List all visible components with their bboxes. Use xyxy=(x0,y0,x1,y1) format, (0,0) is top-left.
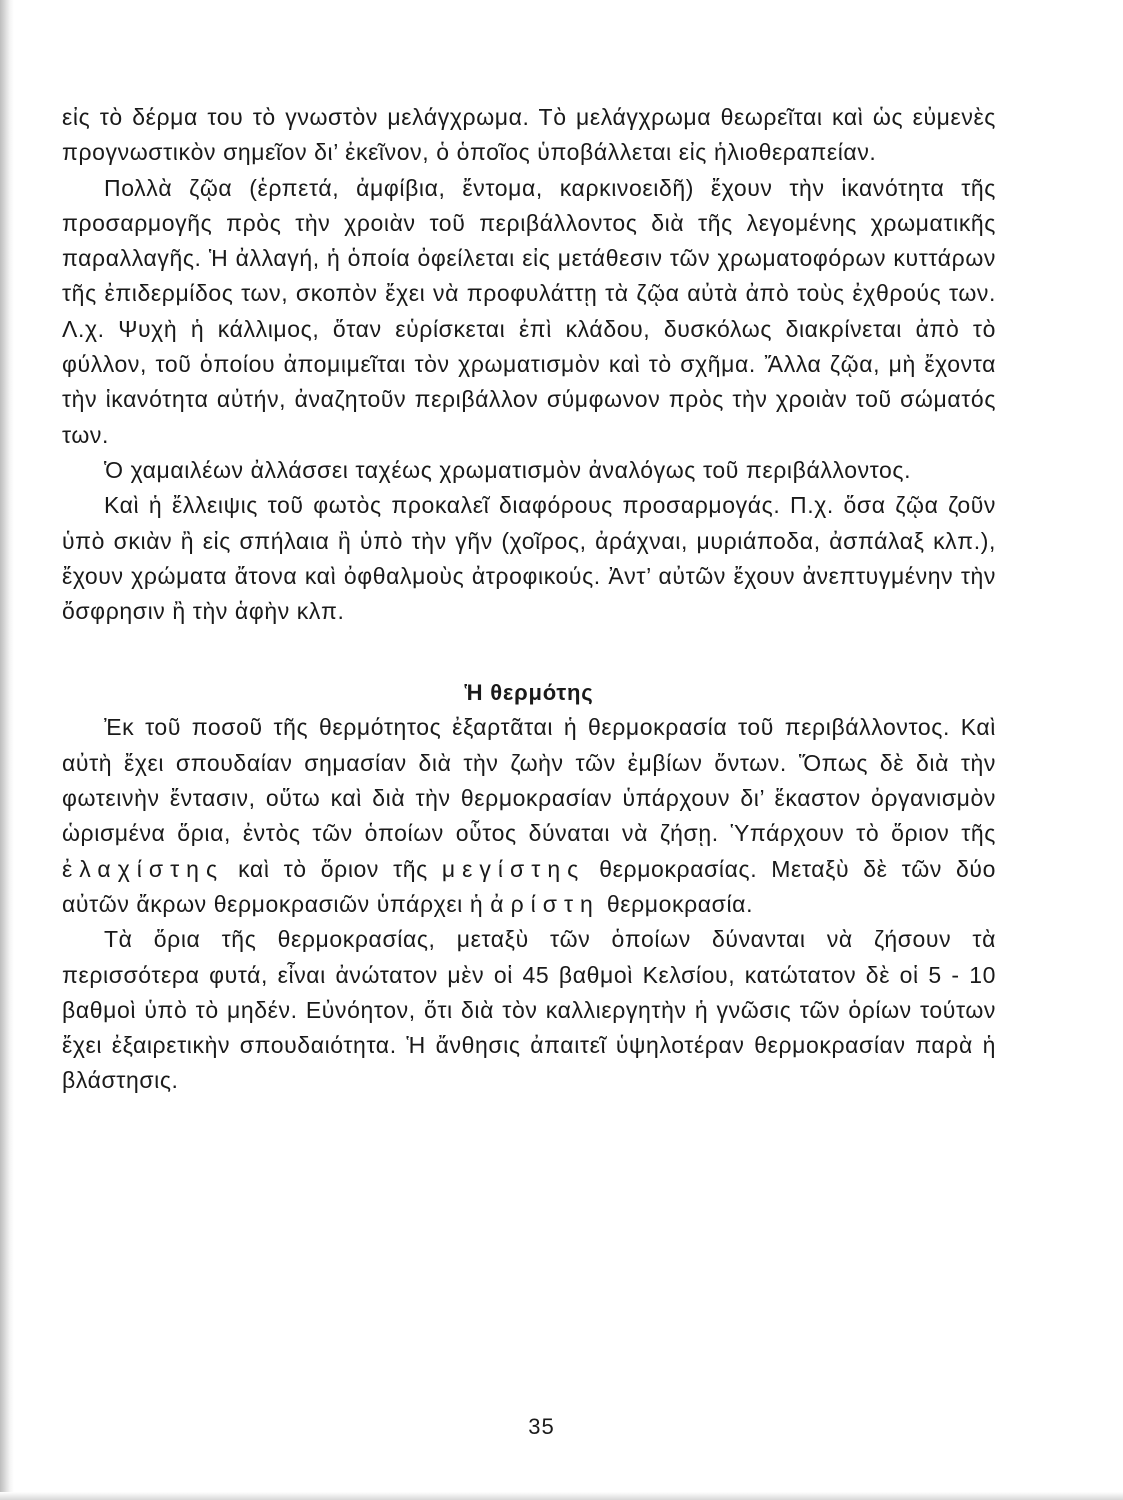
paragraph-temperature-limits: Τὰ ὅρια τῆς θερμοκρασίας, μεταξὺ τῶν ὁποίων δύνανται νὰ ζήσουν τὰ περισσότερα φυτά, εἶναι ἀνώτατον μὲν οἱ 45 βαθμοὶ Κελσίου, κατώτατον δὲ οἱ 5 - 10 βαθμοὶ ὑπὸ τὸ μηδέν. Εὐνόητον, ὅτι διὰ τὸν καλλιεργητὴν ἡ γνῶσις τῶν ὁρίων τούτων ἔχει ἐξαιρετικὴν σπουδαιότητα. Ἡ ἄνθησις ἀπαιτεῖ ὑψηλοτέραν θερμοκρασίαν παρὰ ἡ βλάστησις. xyxy=(62,926,996,1094)
section-heading-heat: Ἡ θερμότης xyxy=(464,680,594,706)
text-run: θερμοκρασίας. Μεταξὺ δὲ τῶν δύο αὐτῶν ἄκρων θερμοκρασιῶν ὑπάρχει ἡ xyxy=(62,855,996,917)
text-run: θερμοκρασία. xyxy=(599,890,754,917)
page-body xyxy=(62,100,996,1099)
page-bottom-shadow xyxy=(0,1492,1123,1500)
paragraph-temperature xyxy=(62,710,996,922)
paragraph-darkness: Καὶ ἡ ἔλλειψις τοῦ φωτὸς προκαλεῖ διαφόρους προσαρμογάς. Π.χ. ὅσα ζῷα ζοῦν ὑπὸ σκιὰν ἢ εἰς σπήλαια ἢ ὑπὸ τὴν γῆν (χοῖρος, ἀράχναι, μυριάποδα, ἀσπάλαξ κλπ.), ἔχουν χρώματα ἄτονα καὶ ὀφθαλμοὺς ἀτροφικούς. Ἀντ’ αὐτῶν ἔχουν ἀνεπτυγμένην τὴν ὄσφρησιν ἢ τὴν ἁφὴν κλπ. xyxy=(62,492,996,625)
spaced-word-optimum: ἀρίστη xyxy=(490,890,600,917)
paragraph-chameleon: Ὁ χαμαιλέων ἀλλάσσει ταχέως χρωματισμὸν ἀναλόγως τοῦ περιβάλλοντος. xyxy=(104,456,912,483)
text-run: Ἐκ τοῦ ποσοῦ τῆς θερμότητος ἐξαρτᾶται ἡ θερμοκρασία τοῦ περιβάλλοντος. Καὶ αὐτὴ ἔχει σπουδαίαν σημασίαν διὰ τὴν ζωὴν τῶν ἐμβίων ὄντων. Ὅπως δὲ διὰ τὴν φωτεινὴν ἔντασιν, οὕτω καὶ διὰ τὴν θερμοκρασίαν ὑπάρχουν δι’ ἕκαστον ὀργανισμὸν ὡρισμένα ὅρια, ἐντὸς τῶν ὁποίων οὗτος δύναται νὰ ζήσῃ. Ὑπάρχουν τὸ ὅριον τῆς xyxy=(62,714,996,847)
spaced-word-maximum: μεγίστης xyxy=(441,855,586,882)
paragraph-melanin: εἰς τὸ δέρμα του τὸ γνωστὸν μελάγχρωμα. Τὸ μελάγχρωμα θεωρεῖται καὶ ὡς εὐμενὲς προγνωστικὸν σημεῖον δι’ ἐκεῖνον, ὁ ὁποῖος ὑποβάλλεται εἰς ἡλιοθεραπείαν. xyxy=(62,104,996,166)
text-run: καὶ τὸ ὅριον τῆς xyxy=(224,855,442,882)
paragraph-camouflage: Πολλὰ ζῷα (ἑρπετά, ἀμφίβια, ἔντομα, καρκινοειδῆ) ἔχουν τὴν ἱκανότητα τῆς προσαρμογῆς πρὸς τὴν χροιὰν τοῦ περιβάλλοντος διὰ τῆς λεγομένης χρωματικῆς παραλλαγῆς. Ἡ ἀλλαγή, ἡ ὁποία ὀφείλεται εἰς μετάθεσιν τῶν χρωματοφόρων κυττάρων τῆς ἐπιδερμίδος των, σκοπὸν ἔχει νὰ προφυλάττῃ τὰ ζῷα αὐτὰ ἀπὸ τοὺς ἐχθρούς των. Λ.χ. Ψυχὴ ἡ κάλλιμος, ὅταν εὑρίσκεται ἐπὶ κλάδου, δυσκόλως διακρίνεται ἀπὸ τὸ φύλλον, τοῦ ὁποίου ἀπομιμεῖται τὸν χρωματισμὸν καὶ τὸ σχῆμα. Ἄλλα ζῷα, μὴ ἔχοντα τὴν ἱκανότητα αὐτήν, ἀναζητοῦν περιβάλλον σύμφωνον πρὸς τὴν χροιὰν τοῦ σώματός των. xyxy=(62,174,996,448)
page-number: 35 xyxy=(528,1414,555,1439)
page-edge-shadow xyxy=(0,0,14,1500)
spaced-word-minimum: ἐλαχίστης xyxy=(62,855,225,882)
